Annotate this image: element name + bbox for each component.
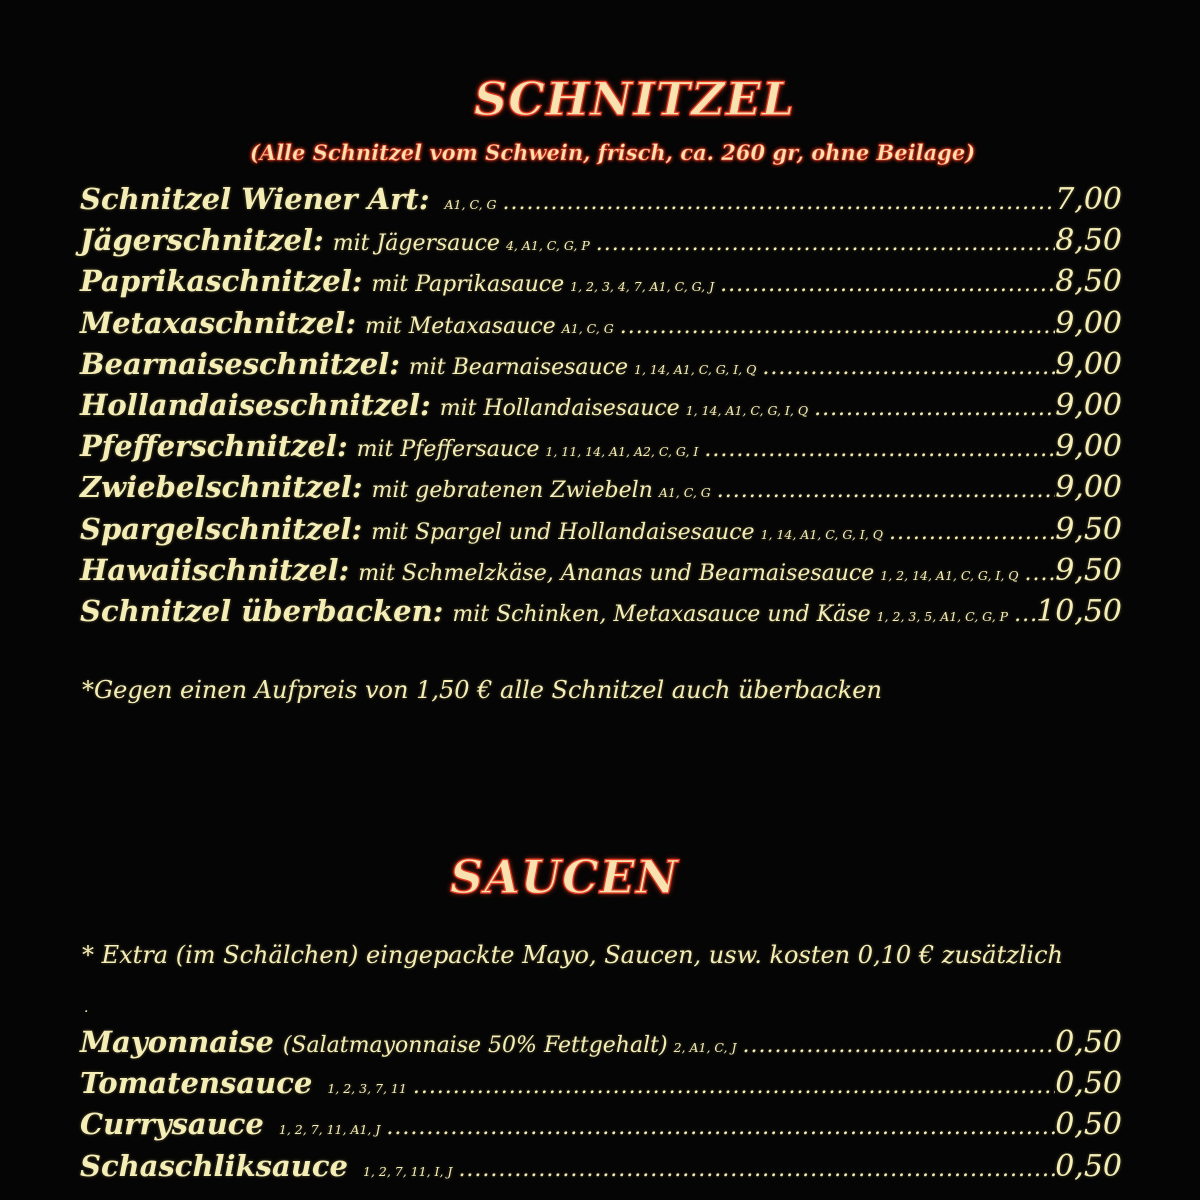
dot-leader	[814, 396, 1055, 421]
item-description: mit Metaxasauce	[365, 313, 556, 339]
menu-item	[80, 1066, 1122, 1107]
dot-leader	[720, 272, 1055, 297]
schnitzel-note: *Gegen einen Aufpreis von 1,50 € alle Schnitzel auch überbacken	[82, 676, 882, 704]
menu-item	[80, 512, 1122, 553]
dot-leader	[1025, 561, 1056, 586]
dot-leader	[889, 520, 1055, 545]
item-name: Mayonnaise	[80, 1025, 274, 1059]
dot-leader	[742, 1033, 1055, 1058]
dot-leader	[596, 231, 1055, 256]
item-allergen-codes: 1, 2, 14, A1, C, G, I, Q	[880, 567, 1019, 583]
item-allergen-codes: 1, 2, 3, 7, 11	[327, 1081, 407, 1097]
dot-leader	[458, 1157, 1055, 1182]
item-name: Hawaiischnitzel:	[80, 552, 350, 587]
item-name: Metaxaschnitzel:	[80, 305, 357, 340]
item-price: 9,00	[1055, 470, 1122, 506]
menu-item	[80, 553, 1122, 594]
item-description: (Salatmayonnaise 50% Fettgehalt)	[282, 1033, 668, 1058]
item-name: Schnitzel Wiener Art:	[80, 182, 430, 216]
menu-item	[80, 223, 1122, 264]
item-description: mit Jägersauce	[332, 231, 500, 257]
item-name: Bearnaiseschnitzel:	[80, 346, 400, 381]
item-name: Zwiebelschnitzel:	[80, 470, 363, 505]
item-allergen-codes: 1, 14, A1, C, G, I, Q	[760, 526, 883, 542]
menu-item	[80, 594, 1122, 635]
saucen-title: SAUCEN	[450, 850, 679, 904]
item-description: mit Pfeffersauce	[356, 437, 540, 463]
item-description: mit Hollandaisesauce	[439, 395, 680, 421]
item-allergen-codes: 1, 2, 3, 5, A1, C, G, P	[876, 608, 1009, 624]
item-price: 0,50	[1055, 1066, 1122, 1102]
item-allergen-codes: 1, 11, 14, A1, A2, C, G, I	[545, 444, 699, 460]
menu-item	[80, 388, 1122, 429]
item-name: Schnitzel überbacken:	[80, 593, 444, 628]
item-price: 9,00	[1055, 305, 1122, 341]
menu-item	[80, 1025, 1122, 1066]
menu-item	[80, 1107, 1122, 1148]
item-description: mit Paprikasauce	[371, 272, 565, 298]
item-allergen-codes: A1, C, G	[444, 197, 497, 212]
item-price: 9,50	[1055, 511, 1122, 547]
saucen-note: * Extra (im Schälchen) eingepackte Mayo, Saucen, usw. kosten 0,10 € zusätzlich	[82, 941, 1063, 969]
menu-item	[80, 347, 1122, 388]
dot-leader	[717, 478, 1055, 503]
item-price: 7,00	[1055, 182, 1122, 217]
item-price: 8,50	[1055, 264, 1122, 300]
item-price: 0,50	[1055, 1107, 1122, 1143]
item-allergen-codes: 4, A1, C, G, P	[505, 238, 590, 254]
item-name: Paprikaschnitzel:	[80, 264, 363, 299]
item-allergen-codes: 1, 14, A1, C, G, I, Q	[634, 361, 757, 377]
menu-item	[80, 1149, 1122, 1190]
dot-leader	[413, 1074, 1055, 1099]
item-name: Currysauce	[80, 1107, 264, 1142]
item-price: 8,50	[1055, 223, 1122, 259]
item-price: 9,50	[1055, 552, 1122, 588]
item-name: Spargelschnitzel:	[80, 511, 363, 546]
schnitzel-menu-list	[80, 182, 1122, 635]
stray-dot: .	[84, 1000, 89, 1016]
dot-leader	[503, 190, 1056, 215]
dot-leader	[620, 314, 1056, 339]
item-price: 9,00	[1055, 387, 1122, 423]
item-price: 0,50	[1055, 1148, 1122, 1184]
menu-item	[80, 264, 1122, 305]
item-name: Schaschliksauce	[80, 1148, 348, 1183]
schnitzel-title: SCHNITZEL	[474, 72, 796, 126]
item-allergen-codes: 2, A1, C, J	[673, 1040, 737, 1055]
item-description: mit gebratenen Zwiebeln	[371, 478, 653, 504]
item-name: Hollandaiseschnitzel:	[80, 387, 431, 422]
item-price: 10,50	[1036, 593, 1122, 629]
item-price: 9,00	[1055, 346, 1122, 382]
item-price: 0,50	[1055, 1025, 1122, 1060]
dot-leader	[704, 437, 1055, 462]
item-description: mit Schmelzkäse, Ananas und Bearnaisesauce	[358, 560, 875, 586]
menu-item	[80, 182, 1122, 223]
dot-leader	[386, 1115, 1055, 1140]
item-name: Pfefferschnitzel:	[80, 429, 348, 464]
item-description: mit Bearnaisesauce	[408, 354, 629, 380]
item-price: 9,00	[1055, 429, 1122, 465]
item-allergen-codes: 1, 2, 7, 11, I, J	[362, 1163, 453, 1179]
item-name: Jägerschnitzel:	[80, 223, 324, 258]
menu-item	[80, 470, 1122, 511]
item-allergen-codes: 1, 2, 3, 4, 7, A1, C, G, J	[570, 279, 715, 295]
saucen-menu-list	[80, 1025, 1122, 1190]
item-name: Tomatensauce	[80, 1066, 313, 1101]
dot-leader	[1014, 602, 1036, 627]
dot-leader	[762, 355, 1055, 380]
item-allergen-codes: A1, C, G	[658, 485, 711, 501]
item-allergen-codes: 1, 2, 7, 11, A1, J	[278, 1122, 381, 1138]
item-description: mit Spargel und Hollandaisesauce	[371, 519, 755, 545]
schnitzel-subtitle: (Alle Schnitzel vom Schwein, frisch, ca. 260 gr, ohne Beilage)	[249, 140, 976, 165]
item-description: mit Schinken, Metaxasauce und Käse	[452, 601, 871, 627]
menu-item	[80, 429, 1122, 470]
item-allergen-codes: 1, 14, A1, C, G, I, Q	[685, 402, 809, 418]
menu-item	[80, 306, 1122, 347]
item-allergen-codes: A1, C, G	[561, 320, 614, 336]
